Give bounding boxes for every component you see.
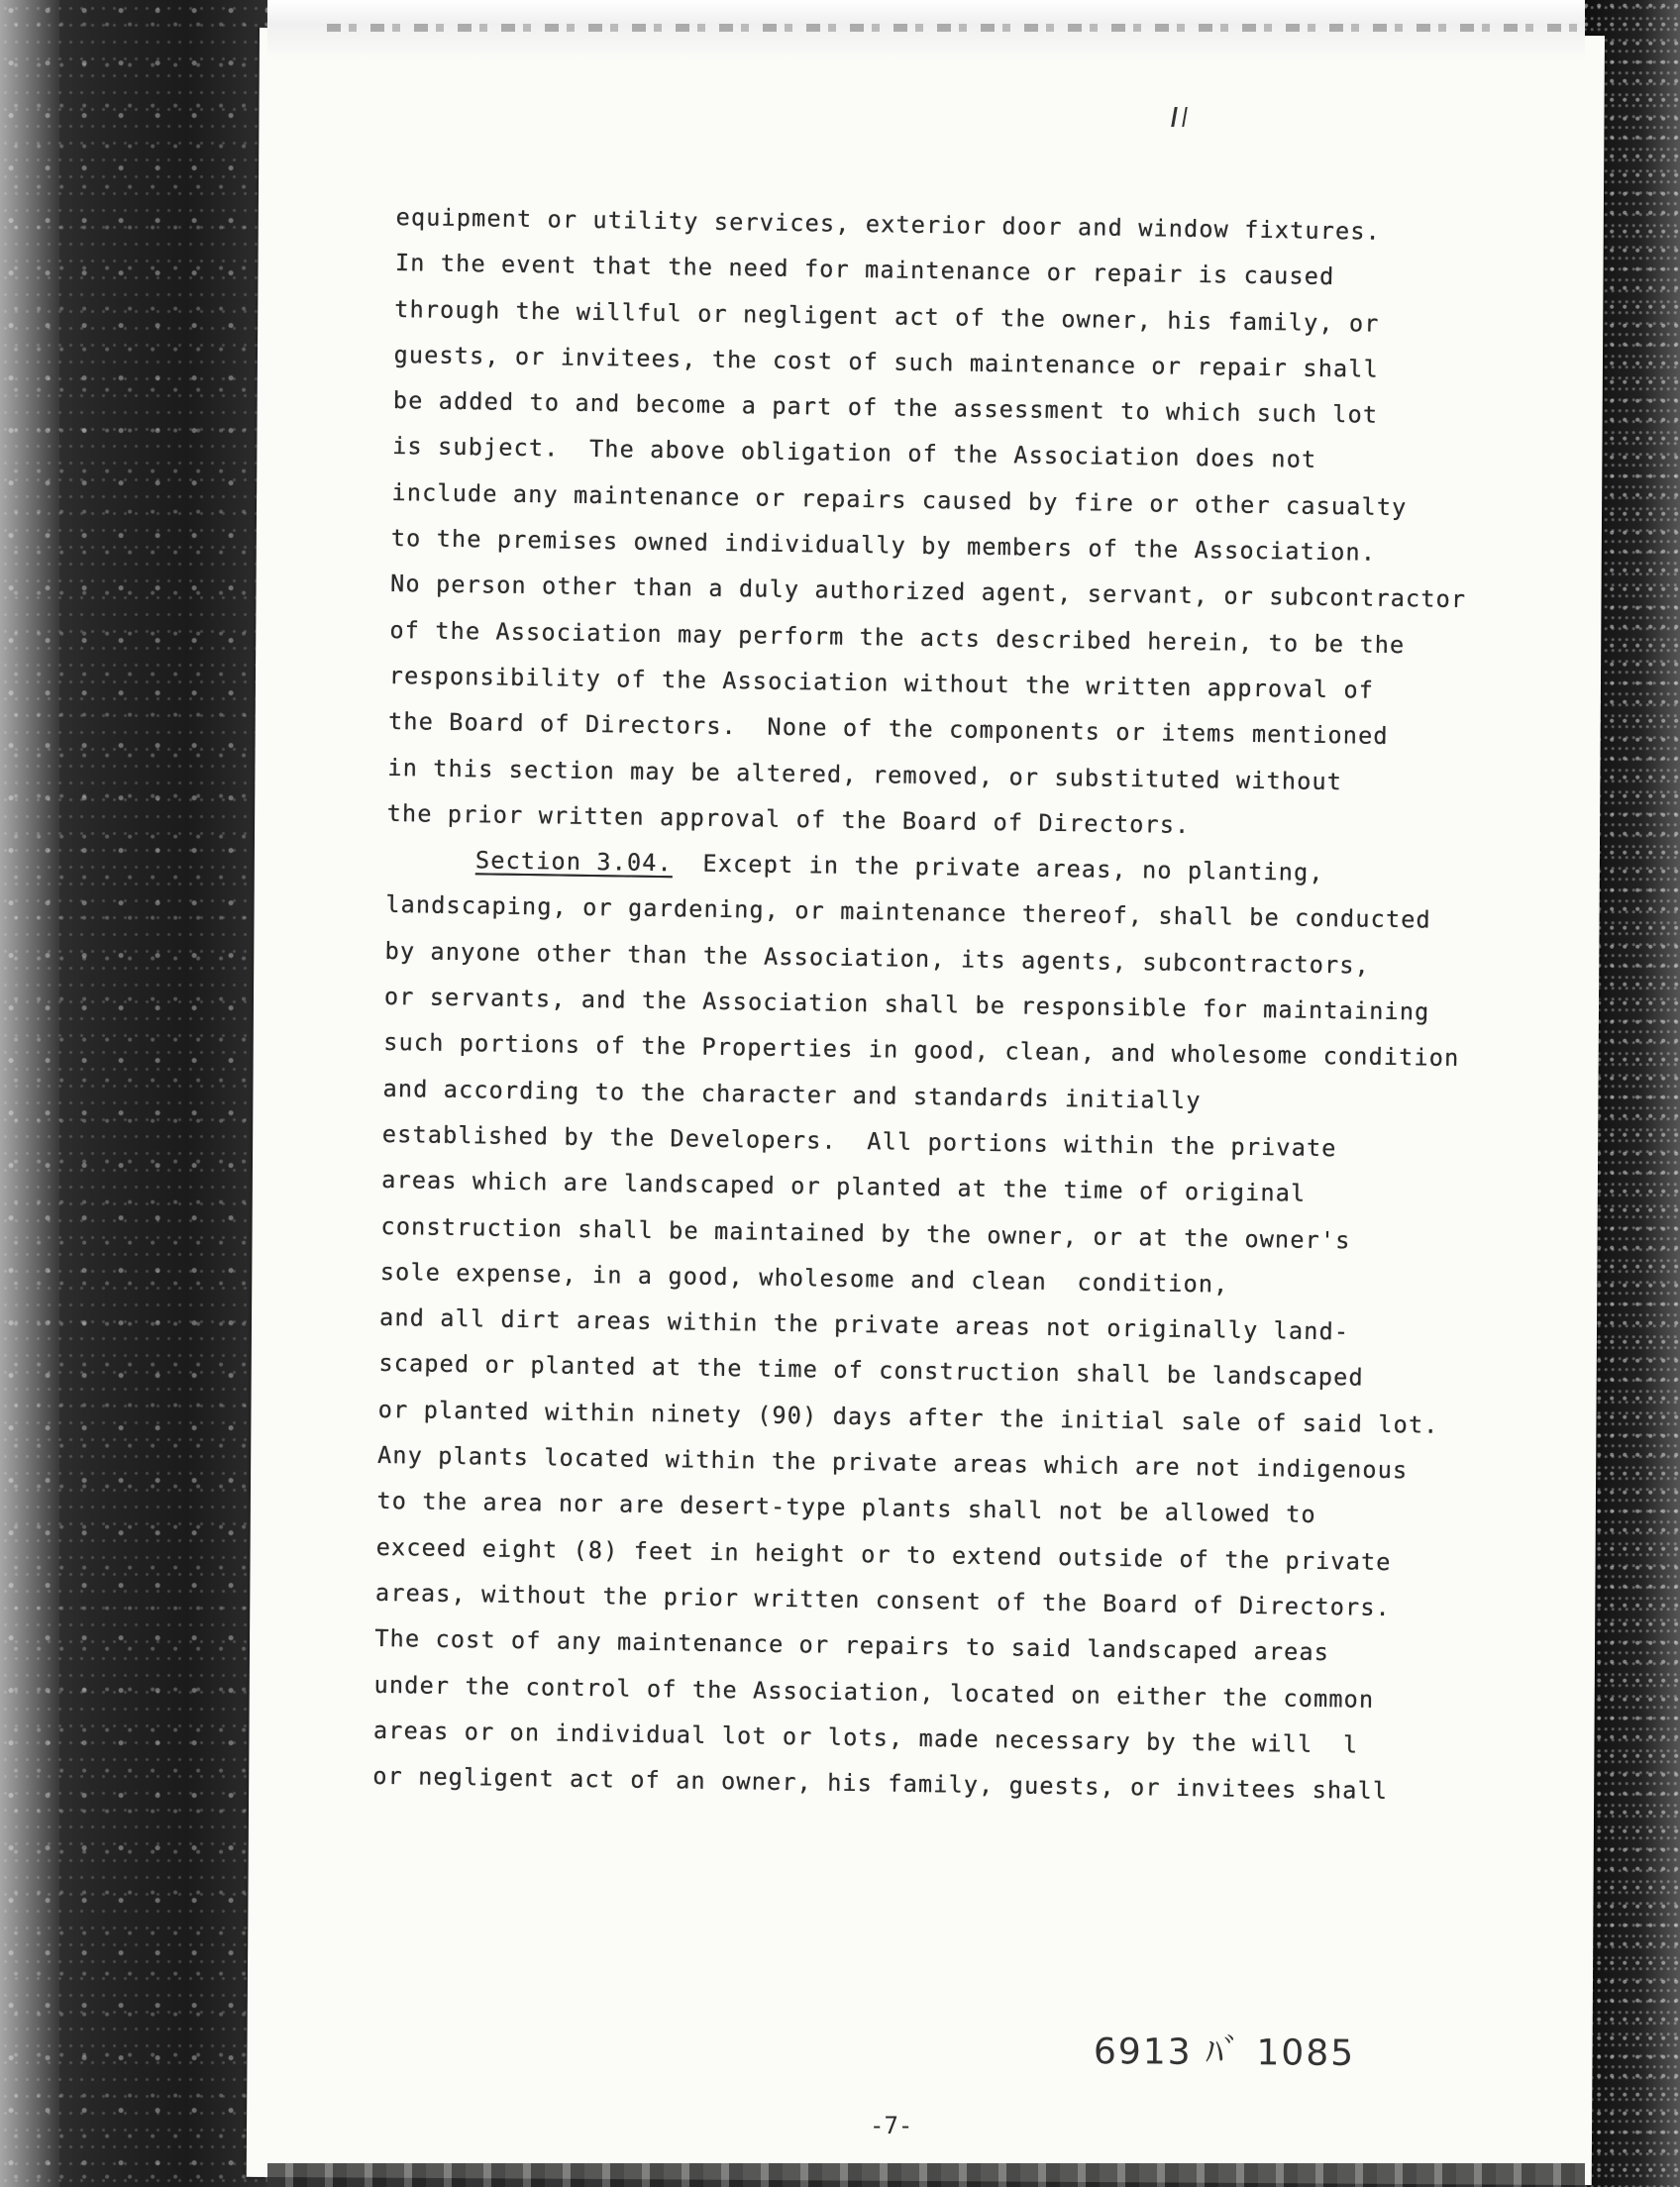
text-line: by anyone other than the Association, its agents, subcontractors, — [384, 936, 1371, 980]
text-line: or negligent act of an owner, his family, guests, or invitees shall — [372, 1761, 1389, 1806]
text-line: of the Association may perform the acts described herein, to be the — [389, 615, 1406, 659]
text-line: landscaping, or gardening, or maintenance thereof, shall be conducted — [385, 890, 1432, 935]
text-line: sole expense, in a good, wholesome and clean condition, — [379, 1257, 1229, 1299]
text-line: exceed eight (8) feet in height or to extend outside of the private — [375, 1532, 1392, 1576]
text-line: guests, or invitees, the cost of such maintenance or repair shall — [393, 340, 1380, 383]
text-line: equipment or utility services, exterior door and window fixtures. — [395, 202, 1382, 246]
text-line: established by the Developers. All portions within the private — [381, 1119, 1337, 1163]
text-line: The cost of any maintenance or repairs to said landscaped areas — [374, 1624, 1330, 1667]
text-line: or servants, and the Association shall be responsible for maintaining — [383, 982, 1430, 1026]
text-line: under the control of the Association, located on either the common — [373, 1670, 1375, 1714]
text-line: or planted within ninety (90) days after the initial sale of said lot. — [377, 1395, 1439, 1439]
scan-bottom-edge — [267, 2163, 1585, 2187]
text-line: and all dirt areas within the private areas not originally land- — [378, 1303, 1350, 1346]
text-line: areas which are landscaped or planted at the time of original — [381, 1166, 1307, 1207]
page-number: -7- — [870, 2112, 913, 2139]
text-line: scaped or planted at the time of construction shall be landscaped — [378, 1349, 1364, 1393]
scan-left-edge — [0, 0, 267, 2187]
scan-top-edge — [267, 0, 1585, 59]
text-line: to the area nor are desert-type plants shall not be allowed to — [376, 1487, 1317, 1529]
text-line: to the premises owned individually by members of the Association. — [390, 524, 1377, 567]
text-line: areas or on individual lot or lots, made necessary by the will l — [372, 1716, 1359, 1759]
text-line: Any plants located within the private areas which are not indigenous — [376, 1440, 1409, 1485]
text-line: in this section may be altered, removed, or substituted without — [387, 753, 1343, 795]
text-line: and according to the character and standards initially — [382, 1074, 1202, 1114]
text-line: the Board of Directors. None of the components or items mentioned — [387, 707, 1389, 751]
text-line: construction shall be maintained by the owner, or at the owner's — [380, 1211, 1351, 1254]
text-line: Except in the private areas, no planting, — [702, 849, 1324, 887]
text-line: be added to and become a part of the assessment to which such lot — [392, 386, 1379, 429]
text-line: through the willful or negligent act of the owner, his family, or — [394, 294, 1380, 338]
text-line: such portions of the Properties in good, clean, and wholesome condition — [383, 1028, 1460, 1073]
text-line: areas, without the prior written consent of the Board of Directors. — [374, 1578, 1392, 1621]
text-line: is subject. The above obligation of the Association does not — [392, 432, 1317, 474]
text-line: In the event that the need for maintenance or repair is caused — [394, 249, 1335, 291]
text-line: include any maintenance or repairs caused by fire or other casualty — [391, 477, 1408, 521]
text-line: No person other than a duly authorized agent, servant, or subcontractor — [389, 570, 1467, 614]
recording-reference: 6913 ﾊﾞ 1085 — [1093, 2031, 1356, 2074]
text-line: the prior written approval of the Board of Directors. — [386, 798, 1191, 839]
section-heading: Section 3.04. — [474, 846, 674, 878]
document-body — [372, 194, 1525, 1816]
text-line: responsibility of the Association without the written approval of — [388, 661, 1375, 704]
